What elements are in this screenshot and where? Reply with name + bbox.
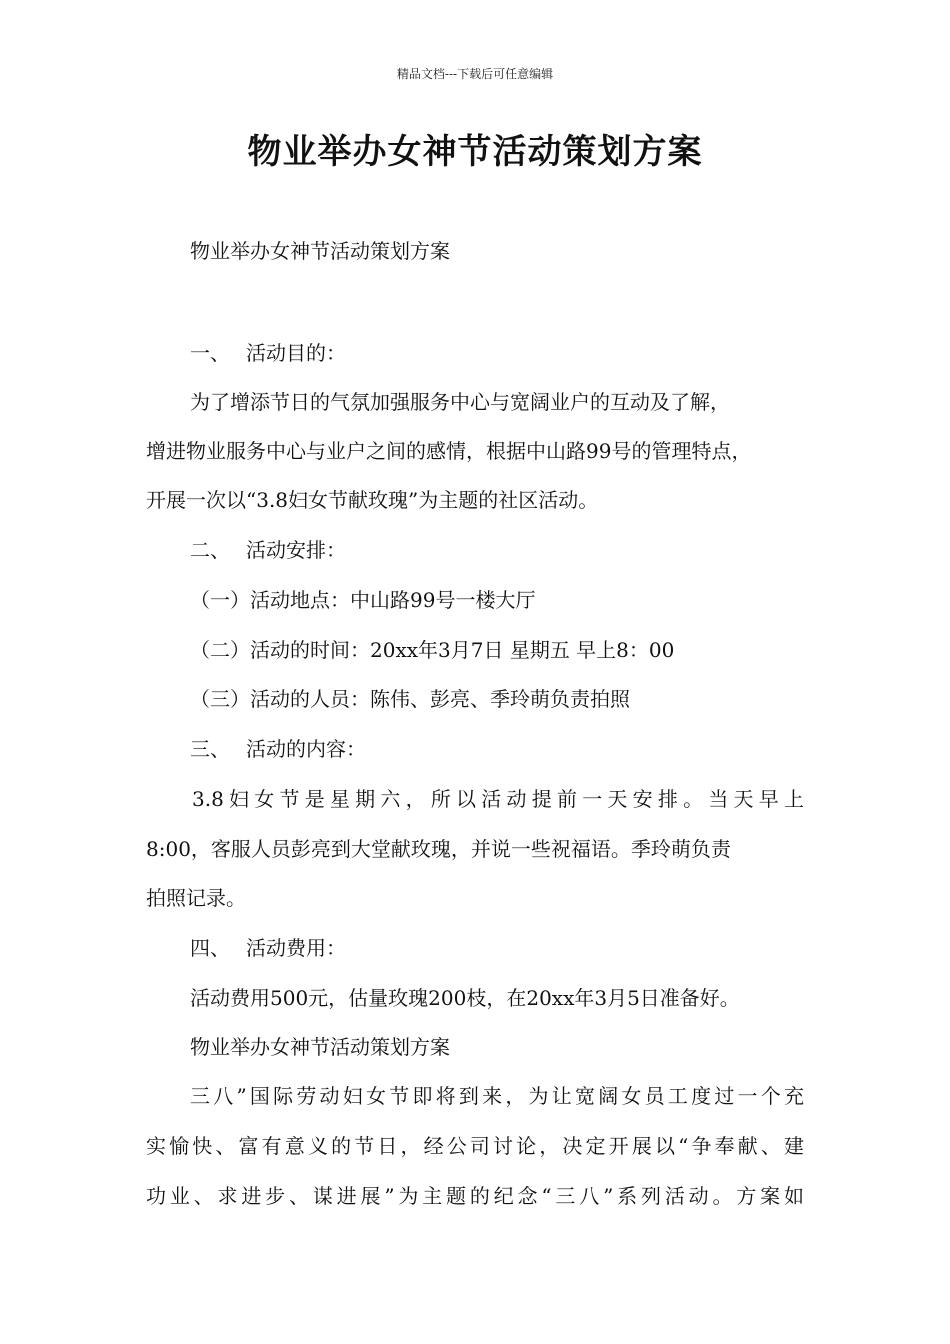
document-title: 物业举办女神节活动策划方案 bbox=[247, 132, 703, 172]
section-heading-purpose bbox=[190, 338, 854, 368]
section-number: 一、 bbox=[190, 341, 230, 365]
purpose-line-1: 为了增添节日的气氛加强服务中心与宽阔业户的互动及了解， bbox=[190, 390, 730, 414]
cost-line: 活动费用500元，估量玫瑰200枝，在20xx年3月5日准备好。 bbox=[190, 986, 740, 1010]
section-heading-content bbox=[190, 734, 854, 764]
intro-line-2: 实愉快、富有意义的节日，经公司讨论，决定开展以“争奉献、建 bbox=[146, 1134, 804, 1158]
content-line-2: 8:00，客服人员彭亮到大堂献玫瑰，并说一些祝福语。季玲萌负责 bbox=[146, 837, 731, 861]
intro-line-3: 功业、求进步、谋进展”为主题的纪念“三八”系列活动。方案如 bbox=[146, 1184, 804, 1208]
header-note: 精品文档---下载后可任意编辑 bbox=[396, 67, 554, 81]
section-heading-text: 活动安排： bbox=[246, 538, 346, 562]
section-number: 二、 bbox=[190, 538, 230, 562]
arrangement-location: （一）活动地点：中山路99号一楼大厅 bbox=[190, 588, 536, 612]
intro-line-1: 三八”国际劳动妇女节即将到来，为让宽阔女员工度过一个充 bbox=[190, 1084, 804, 1108]
section-number: 四、 bbox=[190, 936, 230, 960]
section-heading-text: 活动目的： bbox=[246, 341, 346, 365]
section-heading-arrangement bbox=[190, 535, 854, 565]
section-number: 三、 bbox=[190, 737, 230, 761]
second-title: 物业举办女神节活动策划方案 bbox=[190, 1035, 450, 1059]
content-line-1: 3.8妇女节是星期六，所以活动提前一天安排。当天早上 bbox=[192, 787, 804, 811]
document-subtitle: 物业举办女神节活动策划方案 bbox=[190, 239, 450, 263]
purpose-line-2: 增进物业服务中心与业户之间的感情，根据中山路99号的管理特点， bbox=[146, 439, 752, 463]
purpose-line-3: 开展一次以“3.8妇女节献玫瑰”为主题的社区活动。 bbox=[146, 488, 599, 512]
section-heading-text: 活动的内容： bbox=[246, 737, 366, 761]
arrangement-time: （二）活动的时间：20xx年3月7日 星期五 早上8：00 bbox=[190, 638, 675, 662]
section-heading-text: 活动费用： bbox=[246, 936, 346, 960]
section-heading-cost bbox=[190, 933, 854, 963]
content-line-3: 拍照记录。 bbox=[146, 886, 246, 910]
arrangement-people: （三）活动的人员：陈伟、彭亮、季玲萌负责拍照 bbox=[190, 687, 630, 711]
